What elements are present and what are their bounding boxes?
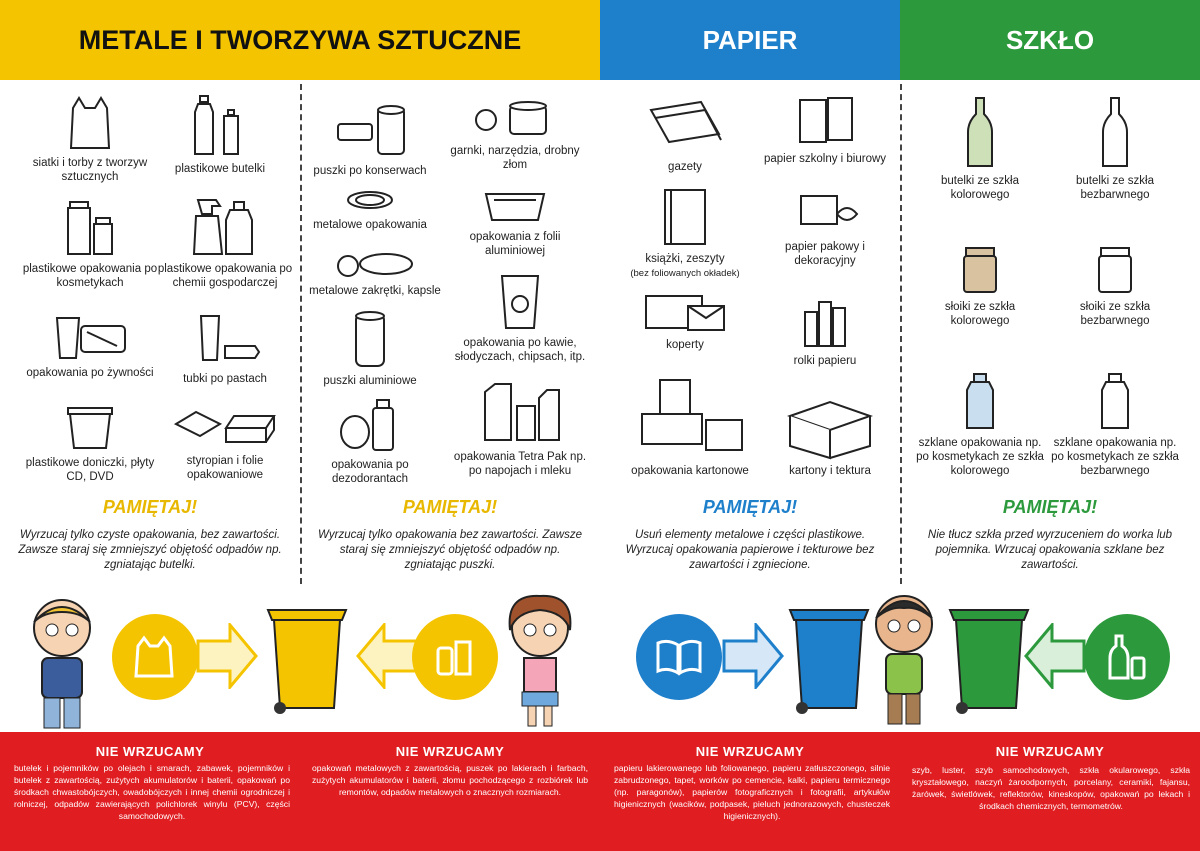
paper-rolls-icon (795, 292, 855, 350)
plastic-bottles-icon (190, 94, 250, 158)
item-label: opakowania kartonowe (631, 465, 749, 477)
item-food-cans (305, 100, 435, 178)
item-label: tubki po pastach (183, 373, 267, 385)
header-metals-plastics: METALE I TWORZYWA SZTUCZNE (0, 0, 600, 80)
envelope-icon (640, 292, 730, 334)
item-tubes (165, 312, 285, 386)
item-plastic-bags (20, 94, 160, 184)
remember-title-paper: PAMIĘTAJ! (702, 497, 798, 517)
item-label: koperty (666, 339, 704, 351)
pot-tools-icon (470, 94, 560, 140)
deodorant-icon (335, 396, 405, 454)
cosmetics-bottles-icon (60, 196, 120, 258)
item-label: opakowania po dezodorantach (331, 459, 409, 485)
item-label: plastikowe doniczki, płyty CD, DVD (25, 457, 155, 483)
item-label: rolki papieru (793, 355, 857, 367)
girl-character-icon (490, 590, 590, 730)
not-thrown-text-plastics: butelek i pojemników po olejach i smarach, zabawek, pojemników i butelek z zawartością, zużytych akumulatorów i baterii, opakowań po środkach chwastobójczych, owadobójczych i innej chemii ogrodniczej i rolniczej, odpadów zawierających polichlorek winylu (PCV), części samochodowych. (14, 763, 290, 821)
food-containers-icon (47, 312, 133, 362)
item-metal-packaging (305, 188, 435, 232)
item-label: metalowe opakowania (313, 219, 427, 231)
item-coffee-chips (445, 272, 595, 364)
item-caps (305, 248, 445, 298)
item-label: puszki aluminiowe (323, 375, 417, 387)
item-office-paper (755, 94, 895, 166)
item-bottle-clear-glass (1050, 96, 1180, 202)
boy-character-icon (22, 592, 102, 732)
bag-bottle-icon (130, 632, 180, 682)
soda-can-icon (350, 308, 390, 370)
spray-bottle-icon (190, 196, 260, 258)
not-thrown-title-glass: NIE WRZUCAMY (995, 744, 1105, 759)
bottle-caps-icon (332, 248, 418, 280)
arrow-right-icon (722, 623, 784, 689)
item-glass-cosmetics-colored (915, 372, 1045, 478)
green-bottle-icon (965, 96, 995, 170)
remember-text-metals: Wyrzucaj tylko opakowania bez zawartości. Zawsze staraj się zmniejszyć objętość odpadów np. zgniatając puszki. (318, 529, 582, 571)
item-label: opakowania z folii aluminiowej (469, 231, 561, 257)
item-label: papier szkolny i biurowy (763, 153, 887, 165)
item-label: plastikowe butelki (174, 163, 266, 175)
arrow-left-icon (356, 623, 418, 689)
can-carton-icon (430, 632, 480, 682)
item-wrapping-paper (765, 184, 885, 268)
cardboard-box-icon (780, 394, 880, 460)
item-jar-colored-glass (915, 244, 1045, 328)
book-icon (655, 186, 715, 248)
item-tetra-pak (450, 380, 590, 478)
item-books (615, 186, 755, 281)
not-thrown-text-metals: opakowań metalowych z zawartością, puszek po lakierach i farbach, zużytych akumulatorów i baterii, złomu pochodzącego z rozbiórek lub remontów, odpadów metalowych o znacznych rozmiarach. (312, 763, 588, 797)
not-thrown-title-plastics: NIE WRZUCAMY (95, 744, 205, 759)
item-label: książki, zeszyty (645, 253, 725, 265)
item-label: plastikowe opakowania po chemii gospodarczej (157, 263, 293, 289)
item-food-packaging (20, 312, 160, 380)
item-label: słoiki ze szkła kolorowego (944, 301, 1016, 327)
metal-lid-icon (340, 188, 400, 214)
item-newspapers (615, 96, 755, 174)
item-jar-clear-glass (1050, 244, 1180, 328)
remember-text-plastics: Wyrzucaj tylko czyste opakowania, bez zawartości. Zawsze staraj się zmniejszyć objętość odpadów np. zgniatając butelki. (18, 529, 282, 571)
foil-tray-icon (480, 184, 550, 226)
item-household-chemicals (155, 196, 295, 290)
item-label: butelki ze szkła kolorowego (941, 175, 1019, 201)
yellow-bin-icon (262, 596, 352, 718)
item-label: słoiki ze szkła bezbarwnego (1079, 301, 1151, 327)
item-label: plastikowe opakowania po kosmetykach (22, 263, 158, 289)
item-label: metalowe zakrętki, kapsle (309, 285, 441, 297)
item-paper-rolls (770, 292, 880, 368)
clear-glass-container-icon (1098, 372, 1132, 432)
styrofoam-icon (170, 404, 280, 450)
item-label: szklane opakowania np. po kosmetykach ze szkła bezbarwnego (1051, 437, 1179, 477)
not-thrown-title-metals: NIE WRZUCAMY (395, 744, 505, 759)
item-cosmetics-packaging (20, 196, 160, 290)
remember-title-plastics: PAMIĘTAJ! (102, 497, 198, 517)
tube-icon (185, 312, 265, 368)
not-thrown-title-paper: NIE WRZUCAMY (695, 744, 805, 759)
remember-text-paper: Usuń elementy metalowe i części plastikowe. Wyrzucaj opakowania papierowe i tekturowe bez zawartości i zgniecione. (625, 529, 875, 571)
item-label: opakowania Tetra Pak np. po napojach i mleku (453, 451, 587, 477)
item-deodorants (310, 396, 430, 486)
header-glass: SZKŁO (900, 0, 1200, 80)
item-label: opakowania po kawie, słodyczach, chipsach, itp. (454, 337, 586, 363)
item-plastic-bottles (160, 94, 280, 176)
remember-text-glass: Nie tłucz szkła przed wyrzuceniem do worka lub pojemnika. Wrzucaj opakowania szklane bez zawartości. (927, 529, 1173, 571)
brown-jar-icon (960, 244, 1000, 296)
item-label: szklane opakowania np. po kosmetykach ze szkła kolorowego (916, 437, 1044, 477)
boy-with-thumbs-up-icon (862, 588, 946, 730)
item-label: garnki, narzędzia, drobny złom (450, 145, 580, 171)
item-pots-tools (450, 94, 580, 172)
plastic-bag-icon (65, 94, 115, 152)
clear-jar-icon (1095, 244, 1135, 296)
green-bin-icon (944, 596, 1034, 718)
item-label: butelki ze szkła bezbarwnego (1076, 175, 1154, 201)
item-aluminium-cans (310, 308, 430, 388)
flower-pot-icon (62, 404, 118, 452)
item-sublabel: (bez foliowanych okładek) (630, 268, 740, 279)
blue-bin-icon (784, 596, 874, 718)
item-label: opakowania po żywności (26, 367, 154, 379)
item-styrofoam (150, 404, 300, 482)
snack-bag-icon (492, 272, 548, 332)
tetra-pak-icon (475, 380, 565, 446)
gift-wrap-icon (785, 184, 865, 236)
item-glass-cosmetics-clear (1050, 372, 1180, 478)
not-thrown-text-glass: szyb, luster, szyb samochodowych, szkła okularowego, szkła kryształowego, naczyń żaroodpornych, porcelany, ceramiki, fajansu, żarówek, świetlówek, reflektorów, kineskopów, opakowań po lekach i środkach chemicznych, termometrów. (912, 765, 1190, 811)
newspapers-icon (645, 96, 725, 156)
metals-circle (412, 614, 498, 700)
arrow-right-icon (196, 623, 258, 689)
paper-circle (636, 614, 722, 700)
item-pots-cds (20, 404, 160, 484)
open-book-icon (654, 637, 704, 677)
item-label: gazety (668, 161, 702, 173)
blue-glass-container-icon (963, 372, 997, 432)
item-cartons (615, 370, 765, 478)
item-boxes-cardboard (770, 394, 890, 478)
not-thrown-text-paper: papieru lakierowanego lub foliowanego, papieru zatłuszczonego, silnie zabrudzonego, tapet, worków po cemencie, kalki, papieru termicznego (np. paragonów), papierów fotograficznych i fotografii, artykułów higienicznych (wacików, podpasek, pieluch jednorazowych, chusteczek higienicznych). (614, 763, 890, 821)
paper-sheets-icon (790, 94, 860, 148)
item-label: kartony i tektura (789, 465, 871, 477)
cartons-icon (630, 370, 750, 460)
item-label: puszki po konserwach (313, 165, 427, 177)
header-paper: PAPIER (600, 0, 900, 80)
remember-title-glass: PAMIĘTAJ! (1002, 497, 1098, 517)
item-label: siatki i torby z tworzyw sztucznych (32, 157, 148, 183)
item-label: styropian i folie opakowaniowe (186, 455, 264, 481)
clear-bottle-icon (1100, 96, 1130, 170)
glass-circle (1084, 614, 1170, 700)
glass-bottle-jar-icon (1102, 632, 1152, 682)
arrow-left-icon (1024, 623, 1086, 689)
item-bottle-colored-glass (915, 96, 1045, 202)
item-aluminium-foil (455, 184, 575, 258)
plastics-circle (112, 614, 198, 700)
item-label: papier pakowy i dekoracyjny (785, 241, 865, 267)
remember-title-metals: PAMIĘTAJ! (402, 497, 498, 517)
tin-can-icon (330, 100, 410, 160)
item-envelopes (630, 292, 740, 352)
